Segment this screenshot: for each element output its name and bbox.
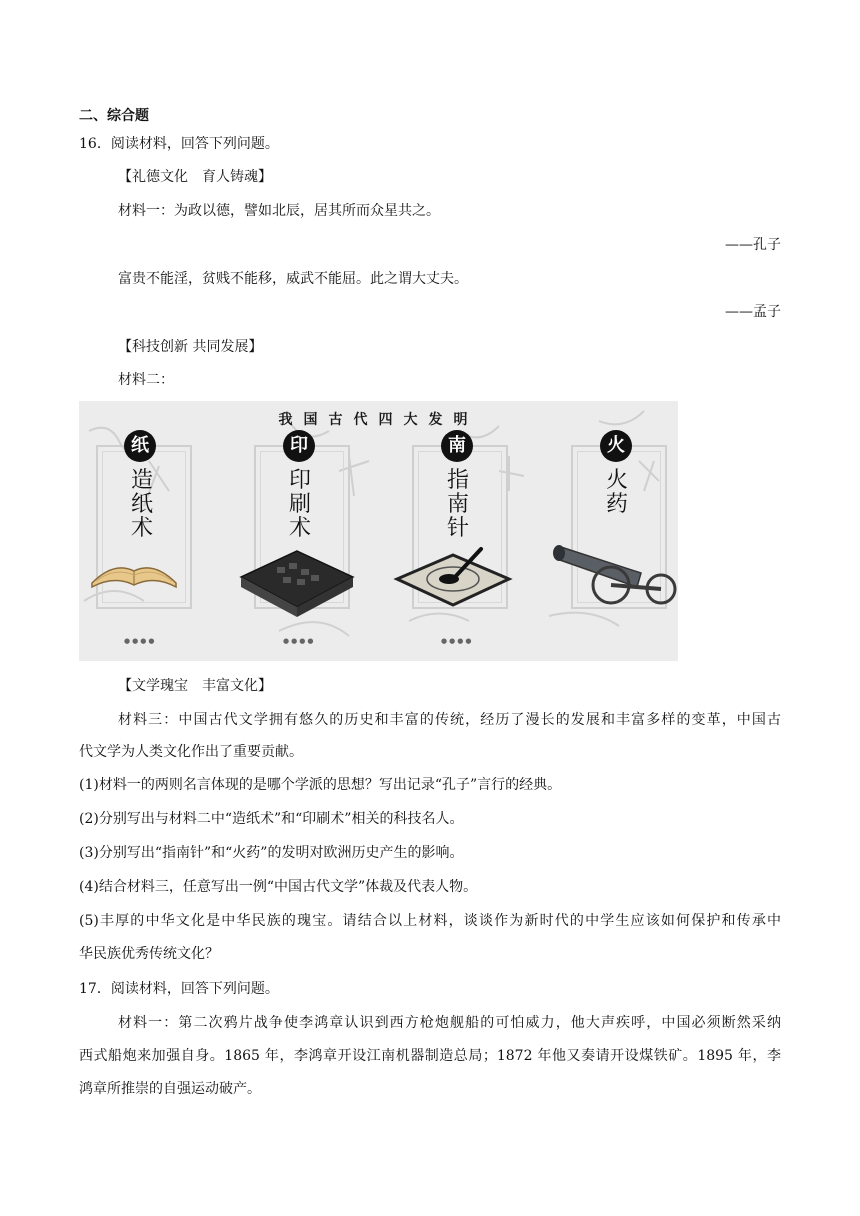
q16-theme-2: 【科技创新 共同发展】 bbox=[118, 339, 263, 355]
panel-name-compass: 指南针 bbox=[447, 468, 470, 541]
q16-question-4: (4)结合材料三，任意写出一例“中国古代文学”体裁及代表人物。 bbox=[79, 879, 478, 895]
q17-material-1-line-1: 材料一：第二次鸦片战争使李鸿章认识到西方枪炮舰船的可怕威力，他大声疾呼，中国必须断然采纳 bbox=[118, 1015, 781, 1031]
carousel-dots-1: ●●●● bbox=[124, 637, 157, 645]
badge-south: 南 bbox=[441, 430, 473, 462]
q16-theme-3: 【文学瑰宝 丰富文化】 bbox=[118, 678, 272, 694]
q17-material-1-line-3: 鸿章所推崇的自强运动破产。 bbox=[79, 1081, 261, 1097]
q17-stem: 17．阅读材料，回答下列问题。 bbox=[79, 981, 279, 997]
figure-title: 我国古代四大发明 bbox=[278, 412, 479, 428]
q16-material-3-line-2: 代文学为人类文化作出了重要贡献。 bbox=[79, 744, 303, 760]
cannon-icon bbox=[551, 529, 678, 609]
q16-material-1-author-2: ——孟子 bbox=[725, 304, 781, 320]
badge-print: 印 bbox=[283, 430, 315, 462]
q16-material-2-label: 材料二： bbox=[118, 372, 174, 388]
panel-name-papermaking: 造纸术 bbox=[131, 468, 154, 541]
q16-theme-1: 【礼德文化 育人铸魂】 bbox=[118, 169, 272, 185]
open-book-icon bbox=[84, 543, 184, 593]
badge-fire: 火 bbox=[600, 430, 632, 462]
four-inventions-image bbox=[79, 401, 678, 661]
panel-name-gunpowder: 火药 bbox=[606, 468, 629, 517]
q16-stem: 16．阅读材料，回答下列问题。 bbox=[79, 136, 279, 152]
q16-question-1: (1)材料一的两则名言体现的是哪个学派的思想？写出记录“孔子”言行的经典。 bbox=[79, 777, 562, 793]
movable-type-tray-icon bbox=[237, 547, 357, 619]
q16-material-1-quote: 材料一：为政以德，譬如北辰，居其所而众星共之。 bbox=[118, 203, 440, 219]
q17-material-1-line-2: 西式船炮来加强自身。1865 年，李鸿章开设江南机器制造总局；1872 年他又奏请开设煤铁矿。1895 年，李 bbox=[79, 1048, 781, 1064]
q16-material-1-author: ——孔子 bbox=[725, 237, 781, 253]
q16-material-3-line-1: 材料三：中国古代文学拥有悠久的历史和丰富的传统，经历了漫长的发展和丰富多样的变革，中国古 bbox=[118, 712, 781, 728]
carousel-dots-3: ●●●● bbox=[441, 637, 474, 645]
q16-question-5-line-1: (5)丰厚的中华文化是中华民族的瑰宝。请结合以上材料，谈谈作为新时代的中学生应该如何保护和传承中 bbox=[79, 913, 781, 929]
sinan-compass-icon bbox=[393, 541, 513, 611]
badge-paper: 纸 bbox=[124, 430, 156, 462]
q16-question-3: (3)分别写出“指南针”和“火药”的发明对欧洲历史产生的影响。 bbox=[79, 845, 464, 861]
carousel-dots-2: ●●●● bbox=[283, 637, 316, 645]
q16-question-2: (2)分别写出与材料二中“造纸术”和“印刷术”相关的科技名人。 bbox=[79, 811, 464, 827]
q16-question-5-line-2: 华民族优秀传统文化？ bbox=[79, 946, 219, 962]
q16-material-1-quote-2: 富贵不能淫，贫贱不能移，威武不能屈。此之谓大丈夫。 bbox=[118, 271, 468, 287]
panel-name-printing: 印刷术 bbox=[289, 468, 312, 541]
section-title: 二、综合题 bbox=[79, 108, 149, 124]
